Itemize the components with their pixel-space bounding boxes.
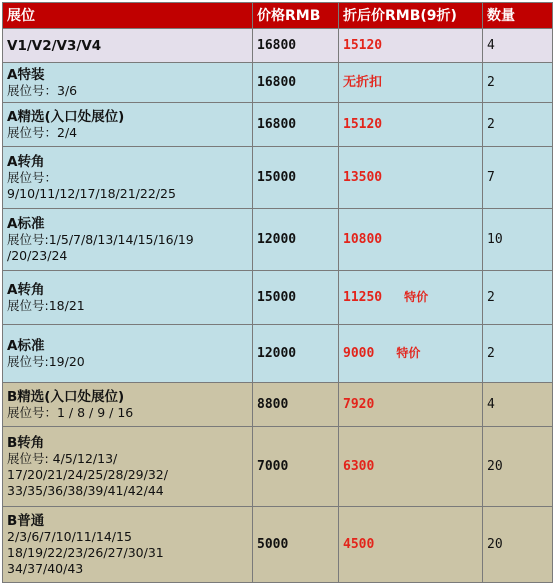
- discount-cell: [339, 427, 483, 507]
- quantity-cell: 4: [483, 383, 553, 427]
- booth-name: B精选(入口处展位): [7, 388, 125, 405]
- booth-cell: [3, 325, 253, 383]
- booth-name: B转角: [7, 434, 45, 451]
- table-row: [3, 29, 553, 63]
- discount-cell: [339, 507, 483, 583]
- price-cell: 7000: [253, 427, 339, 507]
- booth-name: B普通: [7, 512, 45, 529]
- quantity-cell: 2: [483, 325, 553, 383]
- table-row: [3, 427, 553, 507]
- discount-cell: [339, 147, 483, 209]
- quantity-cell: 2: [483, 271, 553, 325]
- booth-cell: [3, 29, 253, 63]
- header-price: 价格RMB: [253, 3, 339, 29]
- table-row: [3, 271, 553, 325]
- booth-name: A精选(入口处展位): [7, 108, 125, 125]
- discount-price: 15120: [343, 116, 383, 132]
- booth-name: A特装: [7, 66, 45, 83]
- booth-numbers: 展位号:19/20: [7, 353, 85, 369]
- price-cell: 16800: [253, 29, 339, 63]
- booth-name: A转角: [7, 281, 45, 298]
- table-body: [3, 29, 553, 583]
- price-cell: 8800: [253, 383, 339, 427]
- header-discount-price: 折后价RMB(9折): [339, 3, 483, 29]
- discount-cell: [339, 271, 483, 325]
- booth-numbers: 展位号： 9/10/11/12/17/18/21/22/25: [7, 169, 176, 201]
- booth-numbers: 展位号:1/5/7/8/13/14/15/16/19 /20/23/24: [7, 231, 194, 263]
- booth-numbers: 2/3/6/7/10/11/14/15 18/19/22/23/26/27/30/31 34/37/40/43: [7, 528, 164, 576]
- booth-cell: [3, 507, 253, 583]
- table-row: [3, 147, 553, 209]
- discount-cell: [339, 63, 483, 103]
- discount-price: 4500: [343, 536, 375, 552]
- price-cell: 12000: [253, 325, 339, 383]
- special-offer-label: 特价: [396, 346, 421, 360]
- booth-cell: [3, 271, 253, 325]
- booth-numbers: 展位号:18/21: [7, 297, 85, 313]
- header-booth: 展位: [3, 3, 253, 29]
- booth-numbers: 展位号：2/4: [7, 124, 78, 140]
- discount-cell: [339, 29, 483, 63]
- booth-name: A标准: [7, 215, 45, 232]
- discount-price: 10800: [343, 231, 383, 247]
- booth-numbers: 展位号：3/6: [7, 82, 78, 98]
- table-row: [3, 507, 553, 583]
- discount-cell: [339, 103, 483, 147]
- price-cell: 15000: [253, 147, 339, 209]
- price-cell: 15000: [253, 271, 339, 325]
- booth-numbers: 展位号: 4/5/12/13/ 17/20/21/24/25/28/29/32/ 33/35/36/38/39/41/42/44: [7, 450, 168, 498]
- discount-price: 6300: [343, 458, 375, 474]
- booth-cell: [3, 209, 253, 271]
- special-offer-label: 特价: [404, 290, 429, 304]
- table-header-row: [3, 3, 553, 29]
- table-row: [3, 63, 553, 103]
- booth-name: A标准: [7, 337, 45, 354]
- table-row: [3, 325, 553, 383]
- price-cell: 12000: [253, 209, 339, 271]
- discount-price: 7920: [343, 396, 375, 412]
- quantity-cell: 20: [483, 427, 553, 507]
- discount-price: 无折扣: [343, 74, 383, 90]
- booth-cell: [3, 103, 253, 147]
- discount-cell: [339, 383, 483, 427]
- discount-cell: [339, 325, 483, 383]
- booth-numbers: 展位号：1 / 8 / 9 / 16: [7, 404, 134, 420]
- quantity-cell: 2: [483, 103, 553, 147]
- quantity-cell: 4: [483, 29, 553, 63]
- booth-cell: [3, 63, 253, 103]
- table-row: [3, 383, 553, 427]
- booth-cell: [3, 383, 253, 427]
- booth-cell: [3, 147, 253, 209]
- price-cell: 16800: [253, 63, 339, 103]
- booth-cell: [3, 427, 253, 507]
- booth-name: A转角: [7, 153, 45, 170]
- table-row: [3, 103, 553, 147]
- discount-price: 13500: [343, 169, 383, 185]
- discount-price: 15120: [343, 37, 383, 53]
- discount-price: 11250: [343, 290, 383, 305]
- header-quantity: 数量: [483, 3, 553, 29]
- price-cell: 5000: [253, 507, 339, 583]
- discount-cell: [339, 209, 483, 271]
- price-cell: 16800: [253, 103, 339, 147]
- quantity-cell: 2: [483, 63, 553, 103]
- table-row: [3, 209, 553, 271]
- quantity-cell: 10: [483, 209, 553, 271]
- booth-name: V1/V2/V3/V4: [7, 37, 102, 54]
- booth-price-table: [2, 2, 553, 583]
- discount-price: 9000: [343, 346, 375, 361]
- quantity-cell: 20: [483, 507, 553, 583]
- quantity-cell: 7: [483, 147, 553, 209]
